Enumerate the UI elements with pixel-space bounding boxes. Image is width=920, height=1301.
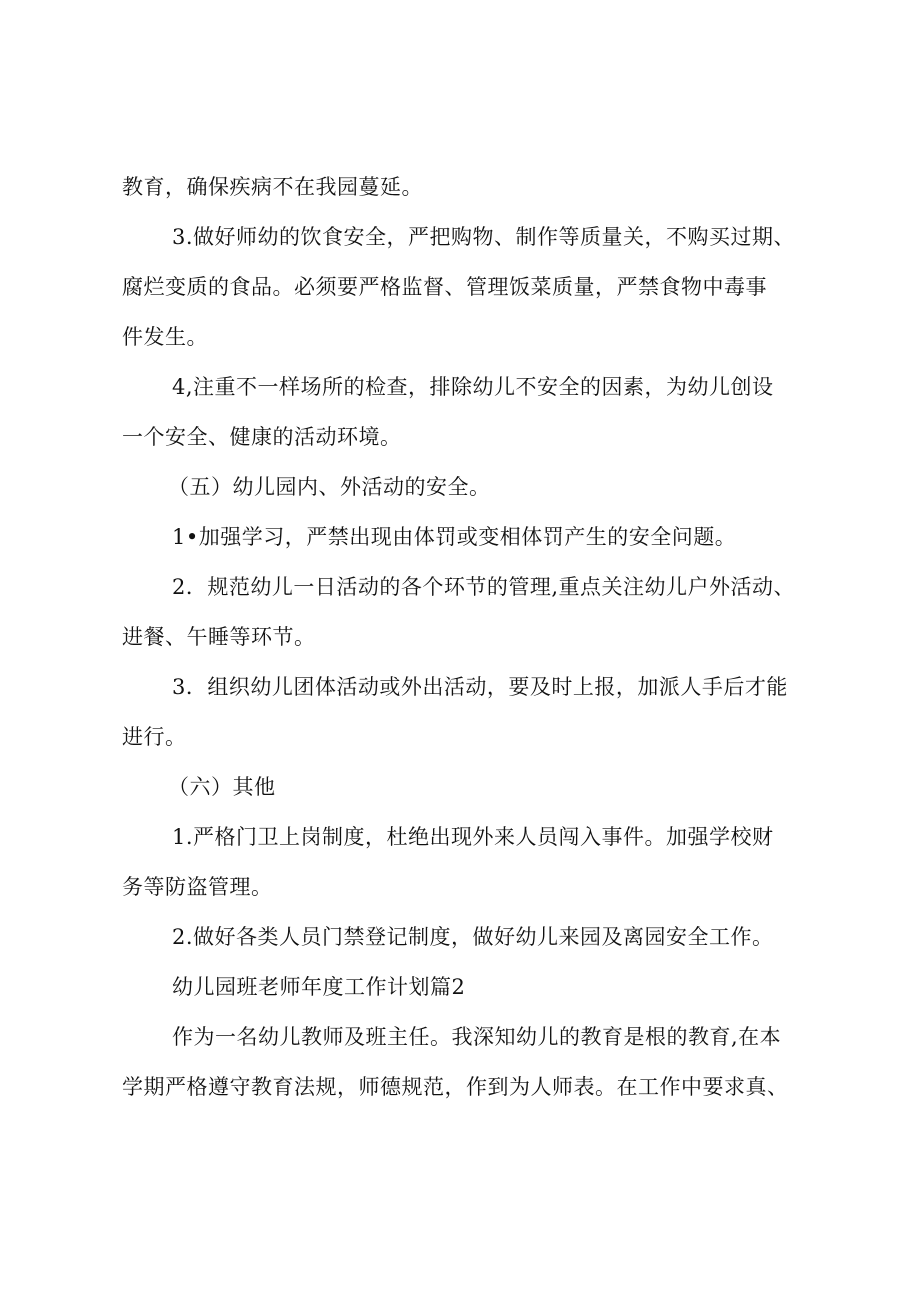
text-line: 4,注重不一样场所的检查，排除幼儿不安全的因素，为幼儿创设	[172, 375, 774, 399]
text-line: 3．组织幼儿团体活动或外出活动，要及时上报，加派人手后才能	[172, 675, 788, 699]
text-line: 进餐、午睡等环节。	[122, 625, 316, 649]
text-line: 务等防盗管理。	[122, 875, 273, 899]
text-line: 作为一名幼儿教师及班主任。我深知幼儿的教育是根的教育,在本	[172, 1025, 782, 1049]
text-line: 2．规范幼儿一日活动的各个环节的管理,重点关注幼儿户外活动、	[172, 575, 796, 599]
text-line: 学期严格遵守教育法规，师德规范，作到为人师表。在工作中要求真、	[122, 1075, 789, 1099]
text-line: 3.做好师幼的饮食安全，严把购物、制作等质量关，不购买过期、	[172, 225, 796, 249]
text-line: 2.做好各类人员门禁登记制度，做好幼儿来园及离园安全工作。	[172, 925, 774, 949]
section-heading: （六）其他	[168, 775, 276, 799]
text-line: 件发生。	[122, 325, 208, 349]
article-title: 幼儿园班老师年度工作计划篇2	[172, 975, 466, 999]
text-line: 腐烂变质的食品。必须要严格监督、管理饭菜质量，严禁食物中毒事	[122, 275, 767, 299]
section-heading: （五）幼儿园内、外活动的安全。	[168, 475, 491, 499]
text-line: 1.严格门卫上岗制度，杜绝出现外来人员闯入事件。加强学校财	[172, 825, 774, 849]
text-line: 进行。	[122, 725, 187, 749]
text-line: 一个安全、健康的活动环境。	[122, 425, 402, 449]
text-line: 教育，确保疾病不在我园蔓延。	[122, 175, 423, 199]
text-line: 1•加强学习，严禁出现由体罚或变相体罚产生的安全问题。	[172, 525, 737, 549]
